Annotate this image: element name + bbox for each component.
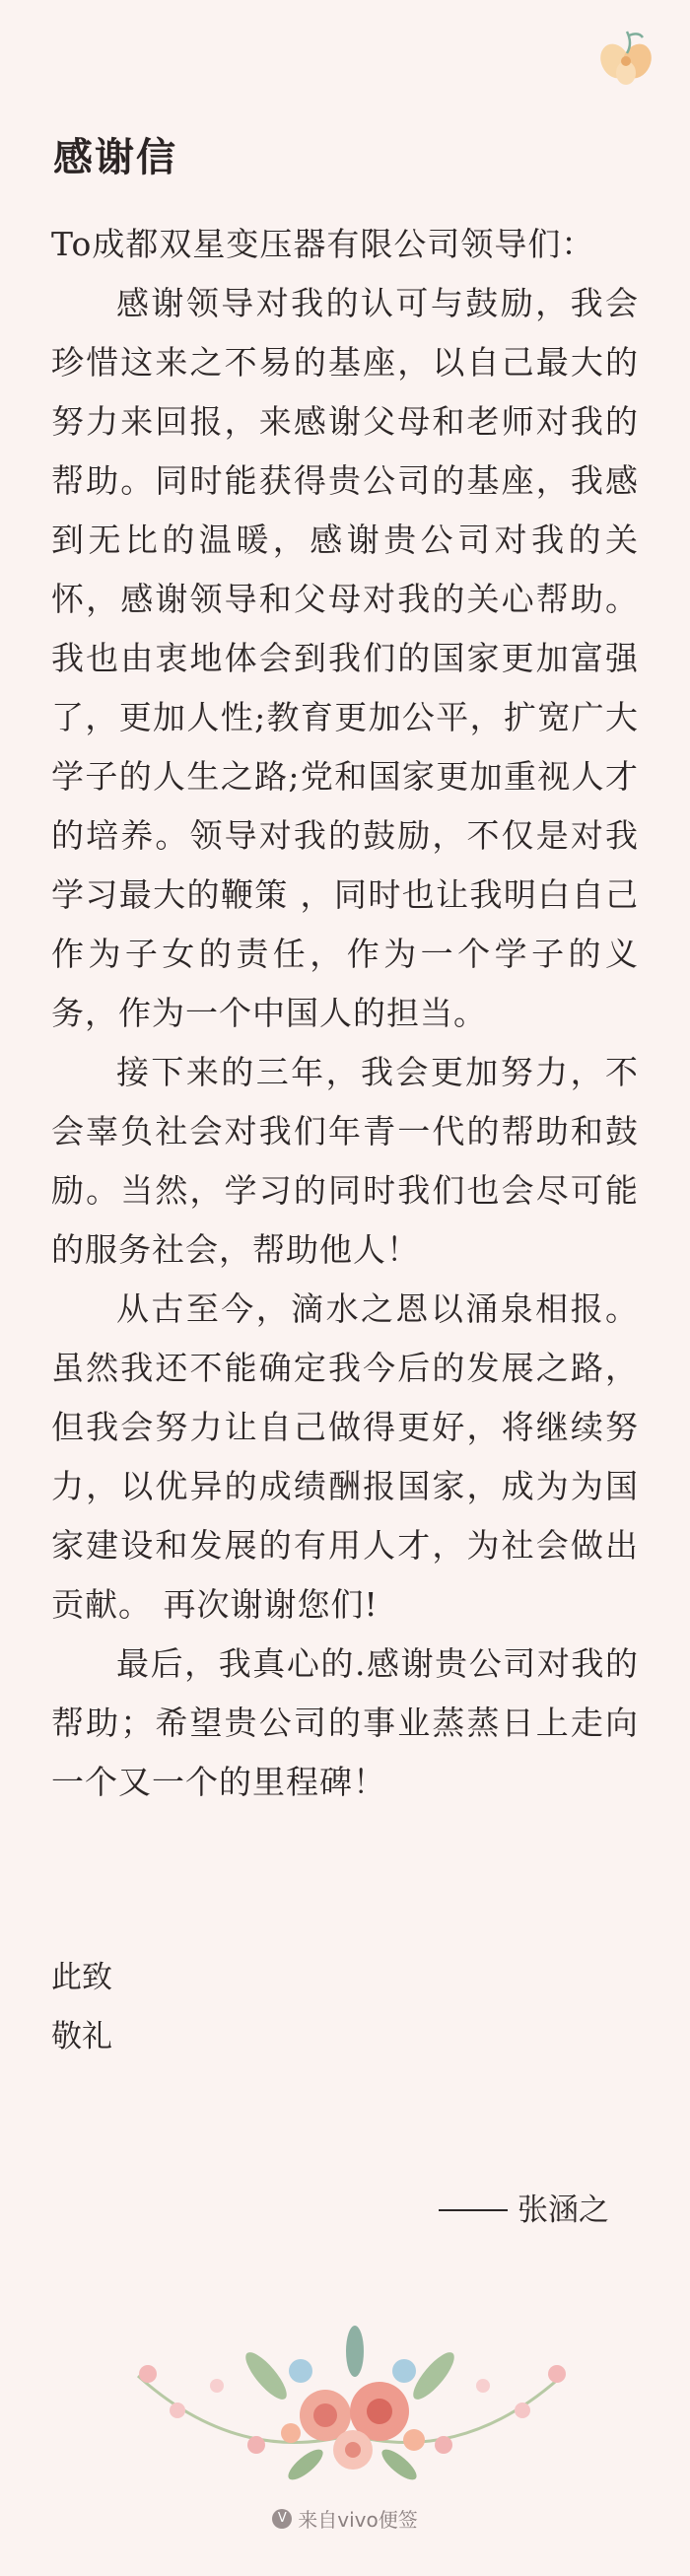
- signature: [439, 2191, 609, 2230]
- salutation: To成都双星变压器有限公司领导们：: [51, 225, 595, 263]
- paragraph: 最后，我真心的.感谢贵公司对我的帮助；希望贵公司的事业蒸蒸日上走向一个又一个的里程碑！: [51, 1644, 639, 1801]
- butterfly-flower-icon: [591, 22, 660, 91]
- paragraph: 感谢领导对我的认可与鼓励，我会珍惜这来之不易的基座，以自己最大的努力来回报，来感谢父母和老师对我的帮助。同时能获得贵公司的基座，我感到无比的温暖，感谢贵公司对我的关怀，感谢领导和父母对我的关心帮助。我也由衷地体会到我们的国家更加富强了，更加人性;教育更加公平，扩宽广大学子的人生之路;党和国家更加重视人才的培养。领导对我的鼓励，不仅是对我学习最大的鞭策 ，同时也让我明白自己作为子女的责任，作为一个学子的义务，作为一个中国人的担当。: [51, 284, 639, 1032]
- signature-dash: [439, 2209, 508, 2211]
- vivo-icon: V: [272, 2509, 292, 2529]
- paragraph: 接下来的三年，我会更加努力，不会辜负社会对我们年青一代的帮助和鼓励。当然，学习的同时我们也会尽可能的服务社会，帮助他人！: [51, 1053, 639, 1269]
- footer: [0, 2504, 690, 2533]
- signature-name: 张涵之: [518, 2193, 609, 2228]
- footer-text: 来自vivo便签: [298, 2508, 418, 2532]
- closing-line-1: 此致: [51, 1960, 112, 1995]
- closing-line-2: 敬礼: [51, 2019, 112, 2054]
- paragraph: 从古至今，滴水之恩以涌泉相报。虽然我还不能确定我今后的发展之路，但我会努力让自己做得更好，将继续努力，以优异的成绩酬报国家，成为为国家建设和发展的有用人才，为社会做出贡献。 再次谢谢您们!: [51, 1289, 639, 1624]
- letter-body: [51, 215, 639, 1812]
- floral-garland-decoration: [118, 2317, 582, 2494]
- closing-block: [51, 1948, 112, 2066]
- letter-title: 感谢信: [53, 134, 177, 180]
